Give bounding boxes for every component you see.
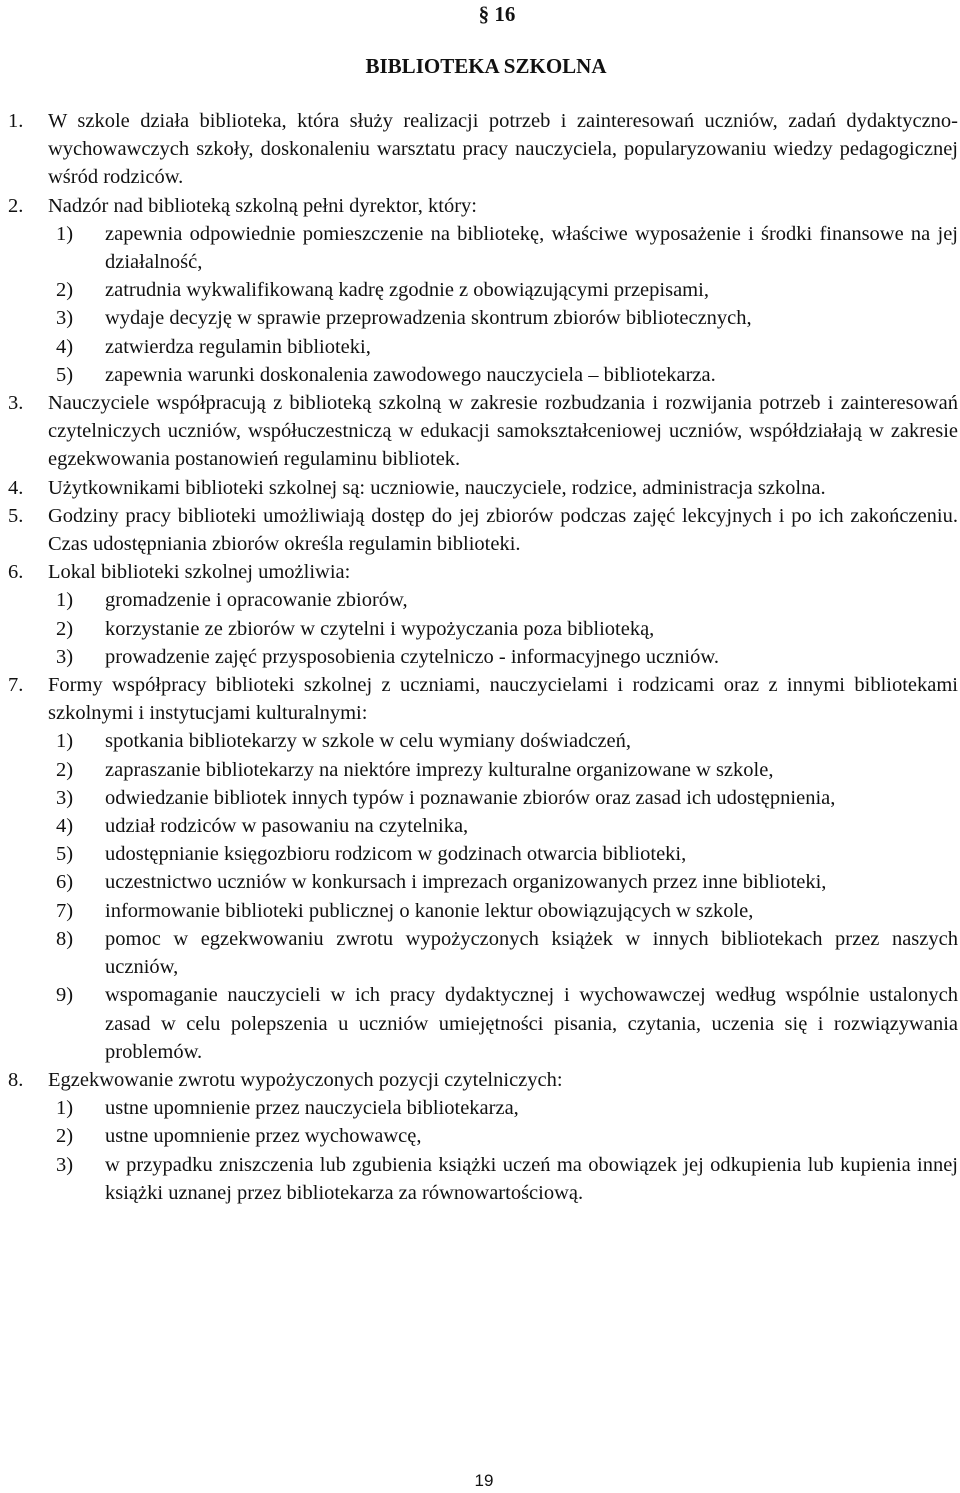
sub-item-number: 3) bbox=[56, 786, 74, 809]
list-item-body bbox=[48, 1066, 958, 1207]
sub-item-text: pomoc w egzekwowaniu zwrotu wypożyczonych książek w innych bibliotekach przez naszych uczniów, bbox=[105, 927, 958, 979]
list-item-text: Użytkownikami biblioteki szkolnej są: uczniowie, nauczyciele, rodzice, administracja szkolna. bbox=[48, 476, 826, 499]
section-content bbox=[8, 107, 958, 1207]
page-number: 19 bbox=[474, 1471, 494, 1490]
list-item bbox=[8, 474, 958, 502]
sub-item bbox=[48, 276, 958, 304]
sub-item-text: korzystanie ze zbiorów w czytelni i wypożyczania poza biblioteką, bbox=[105, 617, 655, 640]
sub-item-text: zatwierdza regulamin biblioteki, bbox=[105, 335, 371, 358]
sub-item-text: prowadzenie zajęć przysposobienia czytelniczo - informacyjnego uczniów. bbox=[105, 645, 719, 668]
list-item-number: 4. bbox=[8, 476, 24, 499]
list-item-number: 2. bbox=[8, 194, 24, 217]
sub-item bbox=[48, 220, 958, 276]
list-item-body bbox=[48, 192, 958, 389]
sub-item-number: 4) bbox=[56, 335, 74, 358]
section-title: BIBLIOTEKA SZKOLNA bbox=[365, 54, 607, 78]
list-item-text: Egzekwowanie zwrotu wypożyczonych pozycji czytelniczych: bbox=[48, 1068, 563, 1091]
sub-item-number: 2) bbox=[56, 1125, 74, 1148]
sub-item-text: ustne upomnienie przez nauczyciela bibliotekarza, bbox=[105, 1097, 519, 1120]
sub-item-number: 8) bbox=[56, 927, 74, 950]
list-item-body bbox=[48, 107, 958, 192]
list-item bbox=[8, 389, 958, 474]
list-item bbox=[8, 671, 958, 1066]
sub-item-number: 3) bbox=[56, 645, 74, 668]
list-item-text: Formy współpracy biblioteki szkolnej z uczniami, nauczycielami i rodzicami oraz z innymi bibliotekami szkolnymi i instytucjami kulturalnymi: bbox=[48, 674, 958, 725]
list-item bbox=[8, 192, 958, 389]
list-item-text: Nauczyciele współpracują z biblioteką szkolną w zakresie rozbudzania i rozwijania potrzeb i zainteresowań czytelniczych uczniów, współuczestniczą w edukacji samokształceniowej uczniów, współdziałają w zakresie egzekwowania postanowień regulaminu bibliotek. bbox=[48, 392, 958, 471]
sub-item-number: 1) bbox=[56, 730, 74, 753]
sub-item-number: 7) bbox=[56, 899, 74, 922]
sub-item-text: zapewnia warunki doskonalenia zawodowego nauczyciela – bibliotekarza. bbox=[105, 363, 716, 386]
list-item bbox=[8, 502, 958, 558]
sub-item-number: 3) bbox=[56, 1153, 74, 1176]
list-item-number: 3. bbox=[8, 392, 24, 415]
sub-item-text: odwiedzanie bibliotek innych typów i poznawanie zbiorów oraz zasad ich udostępnienia, bbox=[105, 786, 836, 809]
sub-item bbox=[48, 812, 958, 840]
sub-item-number: 1) bbox=[56, 222, 74, 245]
list-item-body bbox=[48, 389, 958, 474]
sub-item bbox=[48, 925, 958, 981]
list-item-number: 7. bbox=[8, 674, 24, 697]
sub-item bbox=[48, 304, 958, 332]
sub-item-text: ustne upomnienie przez wychowawcę, bbox=[105, 1125, 422, 1148]
sub-item bbox=[48, 840, 958, 868]
list-item bbox=[8, 1066, 958, 1207]
list-item-text: Godziny pracy biblioteki umożliwiają dostęp do jej zbiorów podczas zajęć lekcyjnych i po ich zakończeniu. Czas udostępniania zbiorów określa regulamin biblioteki. bbox=[48, 504, 958, 556]
sub-item-text: informowanie biblioteki publicznej o kanonie lektur obowiązujących w szkole, bbox=[105, 899, 754, 922]
sub-item bbox=[48, 586, 958, 614]
sub-item bbox=[48, 615, 958, 643]
list-item-text: Nadzór nad biblioteką szkolną pełni dyrektor, który: bbox=[48, 194, 477, 217]
list-item-body bbox=[48, 671, 958, 1066]
list-item bbox=[8, 558, 958, 671]
sub-item-number: 5) bbox=[56, 363, 74, 386]
sub-item bbox=[48, 1151, 958, 1207]
sub-item-number: 2) bbox=[56, 279, 74, 302]
list-item-body bbox=[48, 502, 958, 558]
sub-item-number: 2) bbox=[56, 758, 74, 781]
sub-item bbox=[48, 981, 958, 1066]
sub-item-number: 1) bbox=[56, 589, 74, 612]
list-item-text: Lokal biblioteki szkolnej umożliwia: bbox=[48, 561, 351, 584]
sub-item-text: wspomaganie nauczycieli w ich pracy dydaktycznej i wychowawczej według wspólnie ustalonych zasad w celu polepszenia u uczniów umiejętności pisania, czytania, uczenia się i rozwiązywania problemów. bbox=[105, 984, 958, 1063]
sub-item-text: zapraszanie bibliotekarzy na niektóre imprezy kulturalne organizowane w szkole, bbox=[105, 758, 774, 781]
sub-item-number: 6) bbox=[56, 871, 74, 894]
list-item-text: W szkole działa biblioteka, która służy realizacji potrzeb i zainteresowań uczniów, zadań dydaktyczno-wychowawczych szkoły, doskonaleniu warsztatu pracy nauczyciela, popularyzowaniu wiedzy pedagogicznej wśród rodziców. bbox=[48, 110, 958, 189]
sub-item-text: w przypadku zniszczenia lub zgubienia książki uczeń ma obowiązek jej odkupienia lub kupienia innej książki uznanej przez bibliotekarza za równowartościową. bbox=[105, 1153, 958, 1204]
sub-item bbox=[48, 1094, 958, 1122]
sub-item-number: 2) bbox=[56, 617, 74, 640]
sub-item-text: spotkania bibliotekarzy w szkole w celu wymiany doświadczeń, bbox=[105, 730, 632, 753]
sub-item-number: 1) bbox=[56, 1097, 74, 1120]
sub-item-text: uczestnictwo uczniów w konkursach i imprezach organizowanych przez inne biblioteki, bbox=[105, 871, 827, 894]
sub-item bbox=[48, 1122, 958, 1150]
sub-item-text: udostępnianie księgozbioru rodzicom w godzinach otwarcia biblioteki, bbox=[105, 843, 687, 866]
sub-item bbox=[48, 727, 958, 755]
list-item-body bbox=[48, 474, 958, 502]
sub-item bbox=[48, 361, 958, 389]
list-item bbox=[8, 107, 958, 192]
list-item-body bbox=[48, 558, 958, 671]
sub-item-text: zapewnia odpowiednie pomieszczenie na bibliotekę, właściwe wyposażenie i środki finansowe na jej działalność, bbox=[105, 222, 958, 274]
list-item-number: 8. bbox=[8, 1068, 24, 1091]
sub-item bbox=[48, 784, 958, 812]
sub-item bbox=[48, 868, 958, 896]
sub-item bbox=[48, 643, 958, 671]
sub-item-text: udział rodziców w pasowaniu na czytelnika, bbox=[105, 815, 469, 838]
sub-item-text: zatrudnia wykwalifikowaną kadrę zgodnie z obowiązującymi przepisami, bbox=[105, 279, 709, 302]
sub-item bbox=[48, 333, 958, 361]
sub-item bbox=[48, 756, 958, 784]
sub-item-number: 9) bbox=[56, 984, 74, 1007]
section-number: § 16 bbox=[478, 2, 516, 26]
sub-item-number: 5) bbox=[56, 843, 74, 866]
list-item-number: 5. bbox=[8, 504, 24, 527]
sub-item bbox=[48, 897, 958, 925]
list-item-number: 1. bbox=[8, 110, 24, 132]
sub-item-text: gromadzenie i opracowanie zbiorów, bbox=[105, 589, 408, 612]
sub-item-number: 4) bbox=[56, 815, 74, 838]
sub-item-number: 3) bbox=[56, 307, 74, 330]
list-item-number: 6. bbox=[8, 561, 24, 584]
sub-item-text: wydaje decyzję w sprawie przeprowadzenia skontrum zbiorów bibliotecznych, bbox=[105, 307, 752, 330]
